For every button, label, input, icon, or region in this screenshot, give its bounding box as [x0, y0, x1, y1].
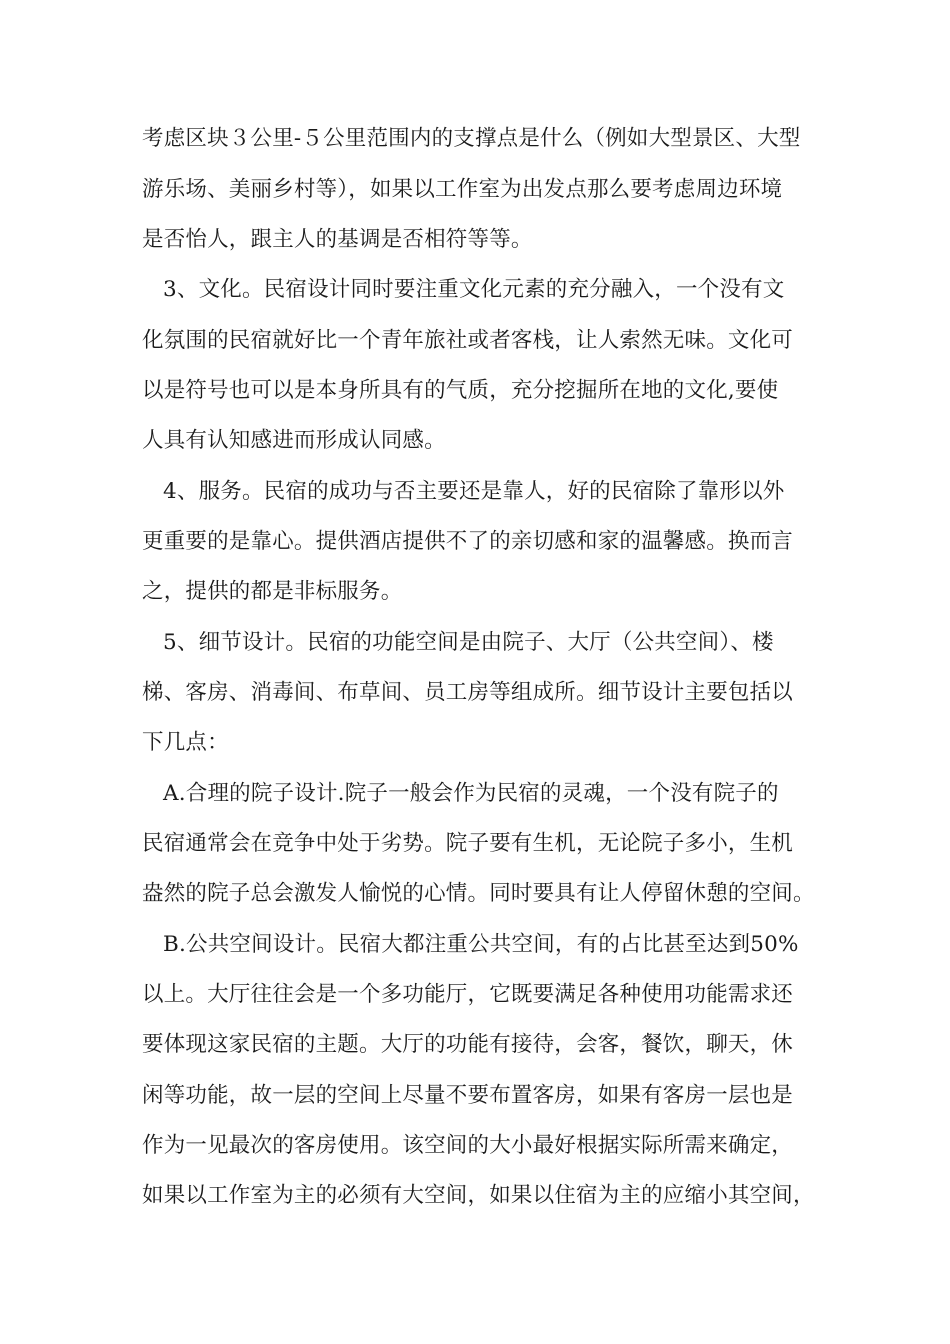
- text-line: 民宿通常会在竞争中处于劣势。院子要有生机，无论院子多小，生机: [142, 831, 794, 856]
- text-line: A.合理的院子设计.院子一般会作为民宿的灵魂，一个没有院子的: [163, 781, 779, 806]
- text-line: 下几点：: [142, 730, 229, 755]
- text-line: 3、文化。民宿设计同时要注重文化元素的充分融入，一个没有文: [163, 277, 785, 302]
- text-line: 之，提供的都是非标服务。: [142, 579, 403, 604]
- text-line: 更重要的是靠心。提供酒店提供不了的亲切感和家的温馨感。换而言: [142, 529, 794, 554]
- text-line: 以上。大厅往往会是一个多功能厅，它既要满足各种使用功能需求还: [142, 982, 794, 1007]
- text-line: 人具有认知感进而形成认同感。: [142, 428, 446, 453]
- text-line: 化氛围的民宿就好比一个青年旅社或者客栈，让人索然无味。文化可: [142, 328, 794, 353]
- text-line: 闲等功能，故一层的空间上尽量不要布置客房，如果有客房一层也是: [142, 1083, 794, 1108]
- text-line: 游乐场、美丽乡村等），如果以工作室为出发点那么要考虑周边环境: [142, 177, 783, 202]
- text-line: B.公共空间设计。民宿大都注重公共空间，有的占比甚至达到50%: [163, 932, 799, 957]
- text-line: 要体现这家民宿的主题。大厅的功能有接待，会客，餐饮，聊天，休: [142, 1032, 794, 1057]
- text-line: 作为一见最次的客房使用。该空间的大小最好根据实际所需来确定，: [142, 1133, 794, 1158]
- text-line: 4、服务。民宿的成功与否主要还是靠人，好的民宿除了靠形以外: [163, 479, 785, 504]
- text-line: 是否怡人，跟主人的基调是否相符等等。: [142, 227, 533, 252]
- text-line: 以是符号也可以是本身所具有的气质，充分挖掘所在地的文化,要使: [142, 378, 779, 403]
- text-line: 考虑区块３公里-５公里范围内的支撑点是什么（例如大型景区、大型: [142, 126, 801, 151]
- text-line: 如果以工作室为主的必须有大空间，如果以住宿为主的应缩小其空间，: [142, 1183, 815, 1208]
- text-line: 梯、客房、消毒间、布草间、员工房等组成所。细节设计主要包括以: [142, 680, 794, 705]
- text-line: 盎然的院子总会激发人愉悦的心情。同时要具有让人停留休憩的空间。: [142, 881, 815, 906]
- text-line: 5、细节设计。民宿的功能空间是由院子、大厅（公共空间）、楼: [163, 630, 774, 655]
